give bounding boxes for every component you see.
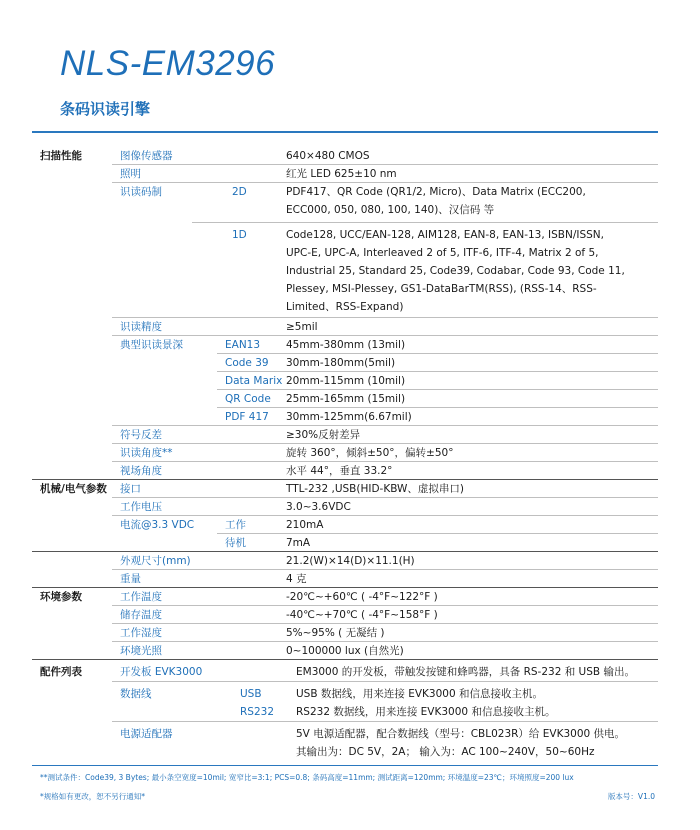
spec-label: 数据线 xyxy=(120,688,152,700)
spec-label: 接口 xyxy=(120,483,141,495)
spec-table xyxy=(32,147,658,766)
dof-range: 30mm-180mm(5mil) xyxy=(286,357,396,369)
spec-row-fov xyxy=(32,462,658,480)
dof-range: 25mm-165mm (15mil) xyxy=(286,393,406,405)
spec-label: 工作湿度 xyxy=(120,627,162,639)
section-label-scan: 扫描性能 xyxy=(40,150,82,162)
product-model-title: NLS-EM3296 xyxy=(60,44,276,83)
spec-row-illumination xyxy=(32,165,658,183)
dof-code: QR Code xyxy=(225,393,271,405)
change-notice: *规格如有更改，恕不另行通知* xyxy=(40,792,145,801)
spec-value: 5V 电源适配器，配合数据线（型号：CBL023R）给 EVK3000 供电。 xyxy=(296,728,626,740)
spec-row-dof xyxy=(32,336,658,354)
spec-value: TTL-232 ,USB(HID-KBW、虚拟串口) xyxy=(286,483,465,495)
spec-row-symbologies-1d xyxy=(32,223,658,318)
spec-label: 电源适配器 xyxy=(120,728,173,740)
spec-row-st-temp xyxy=(32,606,658,624)
spec-value: 4 克 xyxy=(286,573,307,585)
spec-row-cable-rs232 xyxy=(32,700,658,722)
spec-label: 外观尺寸(mm) xyxy=(120,555,191,567)
sub-label-rs232: RS232 xyxy=(240,706,275,718)
spec-value: -40℃~+70℃ ( -4°F~158°F ) xyxy=(286,609,438,621)
spec-value: 7mA xyxy=(286,537,311,549)
spec-label: 识读精度 xyxy=(120,321,162,333)
spec-row-contrast xyxy=(32,426,658,444)
spec-value: ≥5mil xyxy=(286,321,318,333)
spec-row-symbologies-2d xyxy=(32,183,658,223)
spec-row-humidity xyxy=(32,624,658,642)
spec-label: 工作温度 xyxy=(120,591,162,603)
spec-row-devboard xyxy=(32,660,658,682)
spec-value: USB 数据线，用来连接 EVK3000 和信息接收主机。 xyxy=(296,688,543,700)
spec-value: 水平 44°，垂直 33.2° xyxy=(286,465,393,477)
spec-label: 识读角度** xyxy=(120,447,173,459)
spec-value: 旋转 360°，倾斜±50°，偏转±50° xyxy=(286,447,454,459)
spec-value: ≥30%反射差异 xyxy=(286,429,361,441)
spec-row-adapter-io xyxy=(32,740,658,766)
spec-value: 红光 LED 625±10 nm xyxy=(286,168,397,180)
spec-value: 640×480 CMOS xyxy=(286,150,370,162)
spec-row-ambient xyxy=(32,642,658,660)
spec-value: RS232 数据线，用来连接 EVK3000 和信息接收主机。 xyxy=(296,706,556,718)
section-label-acc: 配件列表 xyxy=(40,666,82,678)
spec-row-cable-usb xyxy=(32,682,658,700)
spec-label: 环境光照 xyxy=(120,645,162,657)
spec-row-dof xyxy=(32,372,658,390)
spec-row-interface xyxy=(32,480,658,498)
dof-code: EAN13 xyxy=(225,339,261,351)
spec-value: 其输出为：DC 5V，2A； 输入为：AC 100~240V，50~60Hz xyxy=(296,746,595,758)
spec-value: PDF417、QR Code (QR1/2, Micro)、Data Matrix (ECC200, ECC000, 050, 080, 100, 140)、汉信码 等 xyxy=(286,186,586,216)
spec-row-dimensions xyxy=(32,552,658,570)
spec-label: 储存温度 xyxy=(120,609,162,621)
spec-row-precision xyxy=(32,318,658,336)
spec-label: 开发板 EVK3000 xyxy=(120,666,203,678)
spec-value: 5%~95% ( 无凝结 ) xyxy=(286,627,385,639)
dof-range: 30mm-125mm(6.67mil) xyxy=(286,411,412,423)
spec-label: 符号反差 xyxy=(120,429,162,441)
spec-value: 21.2(W)×14(D)×11.1(H) xyxy=(286,555,415,567)
spec-row-dof xyxy=(32,390,658,408)
dof-code: PDF 417 xyxy=(225,411,269,423)
sub-label-standby: 待机 xyxy=(225,537,246,549)
spec-value: 3.0~3.6VDC xyxy=(286,501,351,513)
spec-value: 0~100000 lux (自然光) xyxy=(286,645,404,657)
header-divider xyxy=(32,131,658,133)
dof-range: 45mm-380mm (13mil) xyxy=(286,339,406,351)
spec-row-weight xyxy=(32,570,658,588)
spec-row-dof xyxy=(32,354,658,372)
spec-value: -20℃~+60℃ ( -4°F~122°F ) xyxy=(286,591,438,603)
version-label: 版本号：V1.0 xyxy=(607,792,655,801)
sub-label-2d: 2D xyxy=(232,186,247,198)
spec-row-angle xyxy=(32,444,658,462)
sub-label-1d: 1D xyxy=(232,229,247,241)
spec-label: 识读码制 xyxy=(120,186,162,198)
section-label-mech: 机械/电气参数 xyxy=(40,483,107,495)
spec-label: 图像传感器 xyxy=(120,150,173,162)
spec-label: 照明 xyxy=(120,168,141,180)
spec-value: Code128, UCC/EAN-128, AIM128, EAN-8, EAN-13, ISBN/ISSN, UPC-E, UPC-A, Interleaved 2 of 5, ITF-6, ITF-4, Matrix 2 of 5, Industrial 25, Standard 25, Code39, Codabar, Code 93, Code 11, Plessey, MSI-Plessey, GS1-DataBarTM(RSS), (RSS-14、RSS-Limited、RSS-Expand) xyxy=(286,229,625,313)
spec-row-voltage xyxy=(32,498,658,516)
spec-row-sensor xyxy=(32,147,658,165)
spec-row-adapter xyxy=(32,722,658,740)
dof-code: Code 39 xyxy=(225,357,269,369)
test-conditions-footnote: **测试条件：Code39, 3 Bytes; 最小条空宽度=10mil; 宽窄比=3:1; PCS=0.8; 条码高度=11mm; 测试距离=120mm; 环境温度=23℃；环境照度=200 lux xyxy=(40,773,574,782)
dof-code: Data Marix xyxy=(225,375,283,387)
sub-label-usb: USB xyxy=(240,688,262,700)
section-label-env: 环境参数 xyxy=(40,591,82,603)
dof-range: 20mm-115mm (10mil) xyxy=(286,375,406,387)
sub-label-work: 工作 xyxy=(225,519,246,531)
spec-label: 电流@3.3 VDC xyxy=(120,519,195,531)
spec-row-op-temp xyxy=(32,588,658,606)
spec-row-current-standby xyxy=(32,534,658,552)
spec-label: 视场角度 xyxy=(120,465,162,477)
spec-row-current-work xyxy=(32,516,658,534)
product-subtitle: 条码识读引擎 xyxy=(60,100,151,118)
spec-value: EM3000 的开发板，带触发按键和蜂鸣器，具备 RS-232 和 USB 输出。 xyxy=(296,666,635,678)
spec-value: 210mA xyxy=(286,519,324,531)
spec-label: 工作电压 xyxy=(120,501,162,513)
spec-label: 典型识读景深 xyxy=(120,339,183,351)
spec-label: 重量 xyxy=(120,573,141,585)
spec-row-dof xyxy=(32,408,658,426)
table-bottom-rule xyxy=(32,765,658,766)
